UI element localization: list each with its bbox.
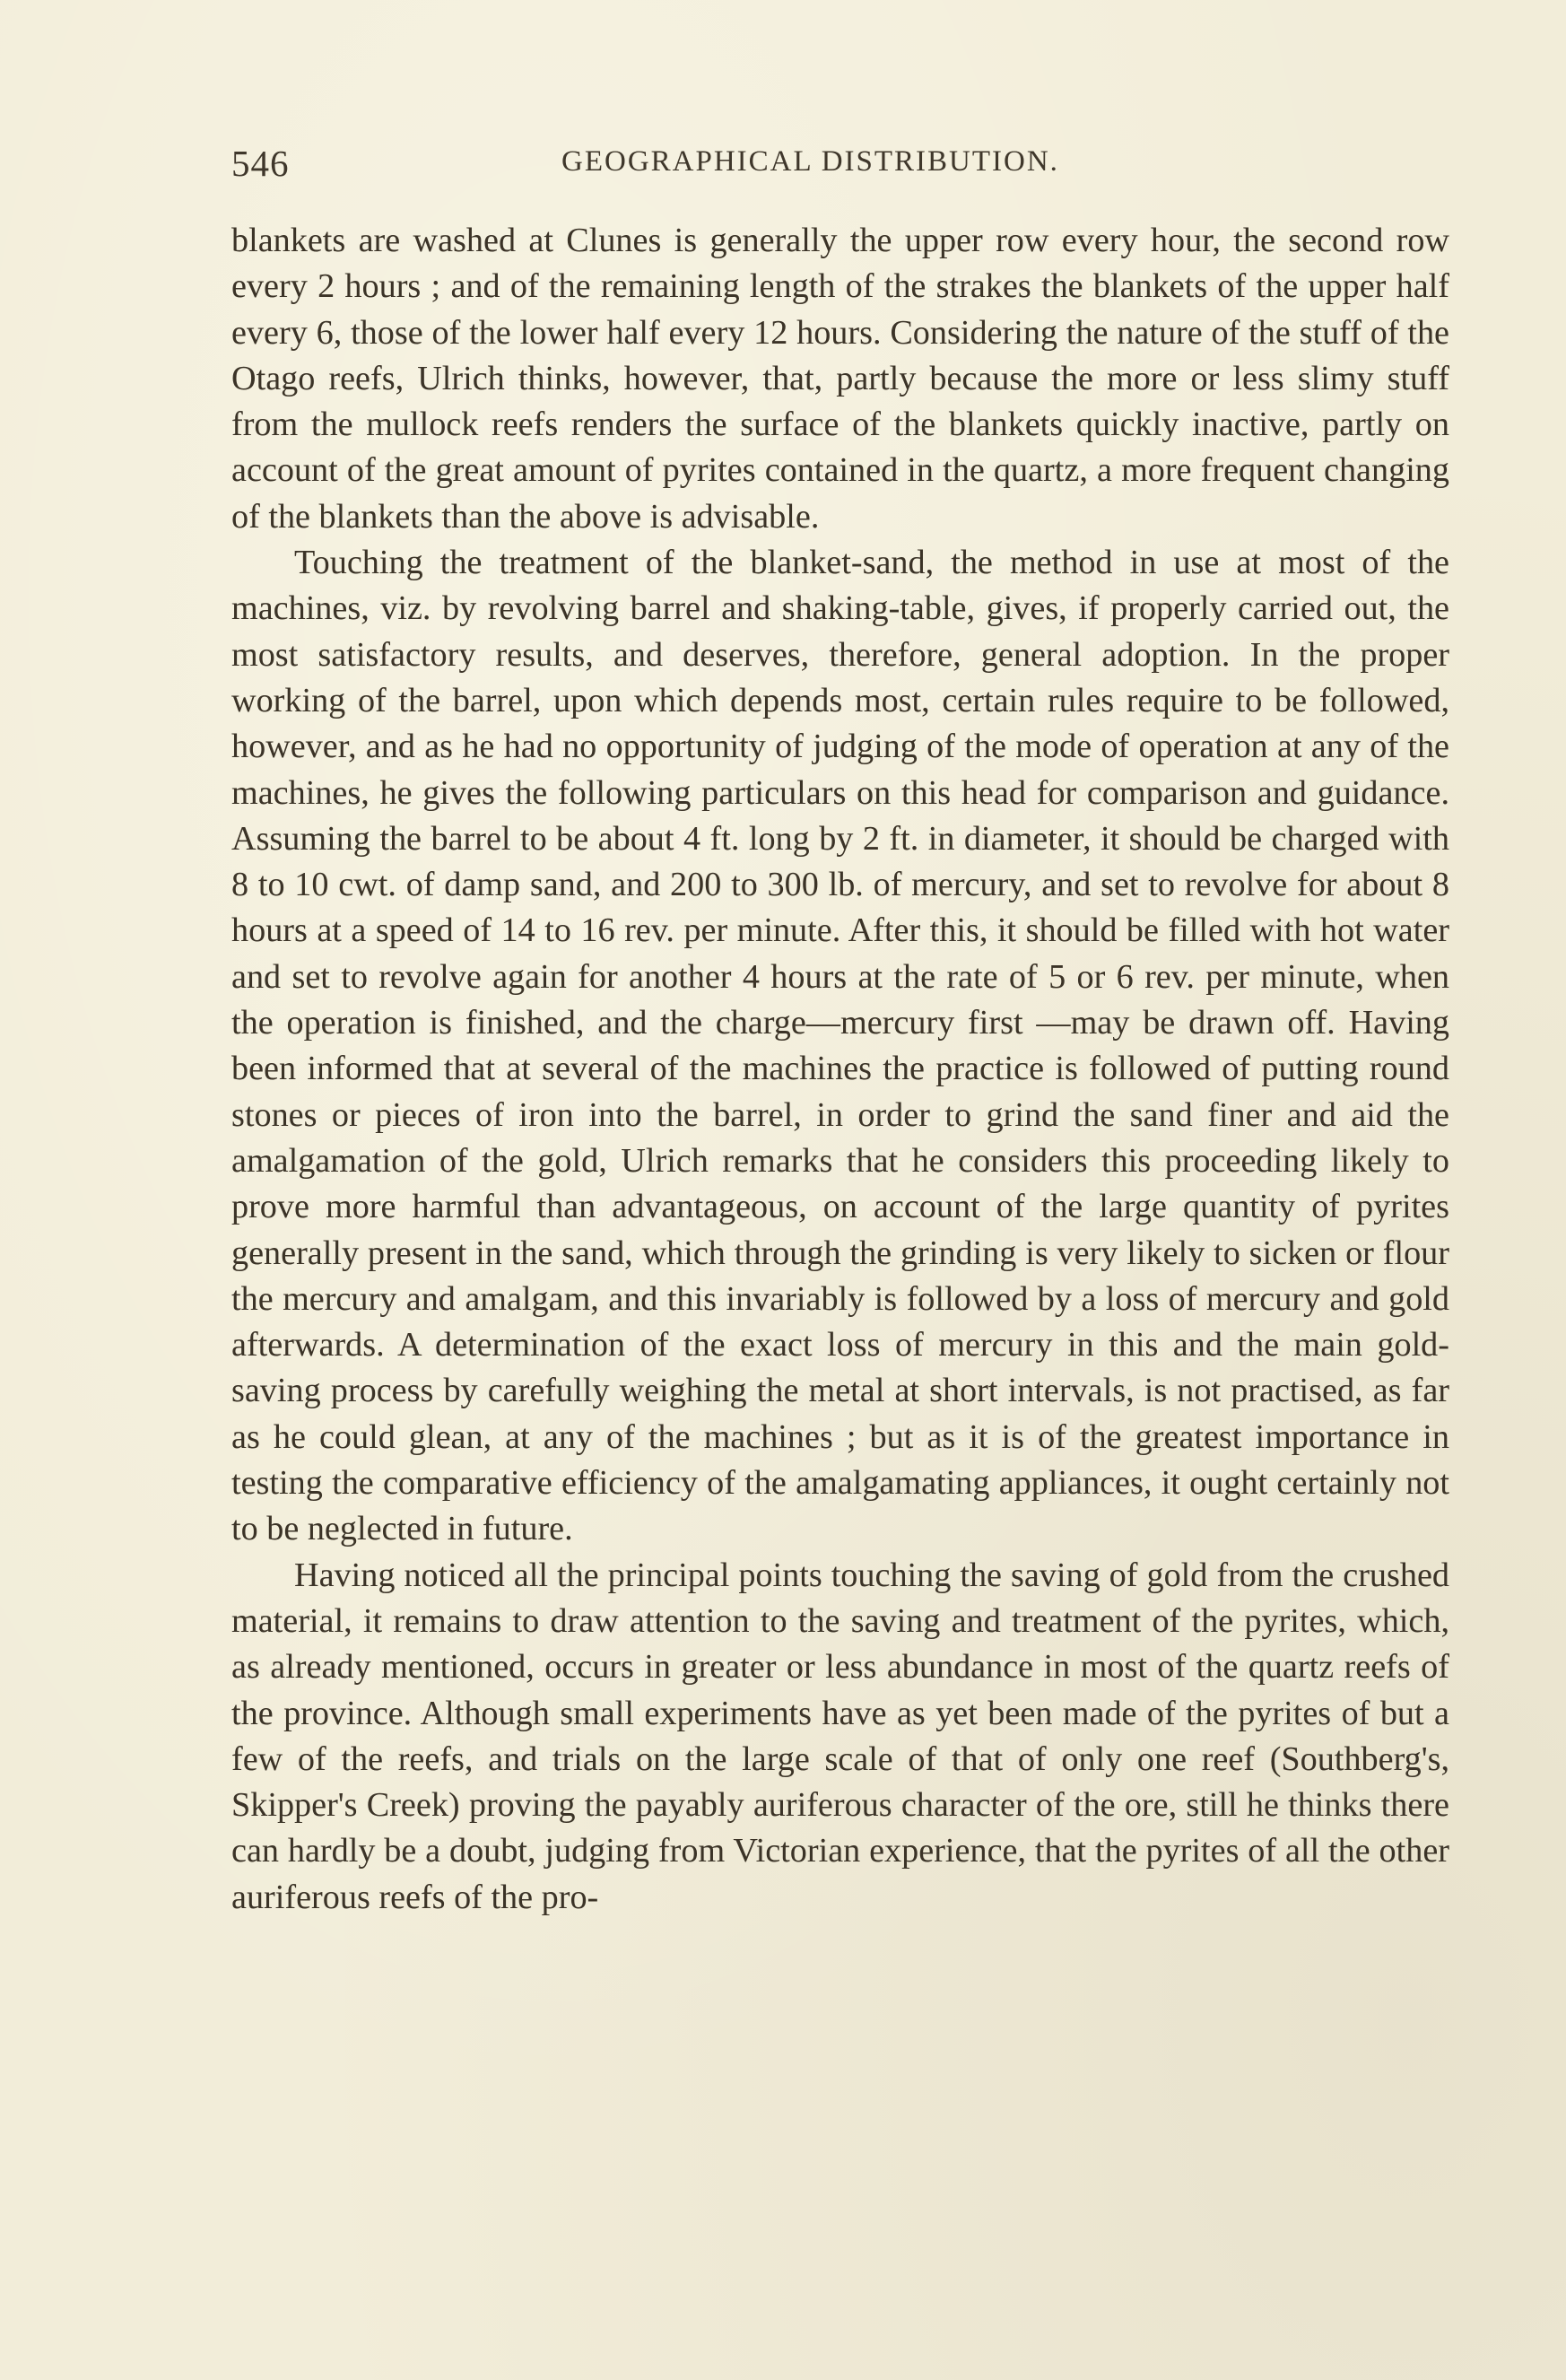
paragraph-blanket-sand: Touching the treatment of the blanket-sand, the method in use at most of the machines, viz. by revolving barrel and shaking-table, gives, if properly carried out, the most satisfactory results, and deserves, therefore, general adoption. In the proper working of the barrel, upon which depends most, certain rules require to be followed, however, and as he had no opportunity of judging of the mode of operation at any of the machines, he gives the following particulars on this head for comparison and guidance. Assuming the barrel to be about 4 ft. long by 2 ft. in diameter, it should be charged with 8 to 10 cwt. of damp sand, and 200 to 300 lb. of mercury, and set to revolve for about 8 hours at a speed of 14 to 16 rev. per minute. After this, it should be filled with hot water and set to revolve again for another 4 hours at the rate of 5 or 6 rev. per minute, when the operation is finished, and the charge—mercury first —may be drawn off. Having been informed that at several of the machines the practice is followed of putting round stones or pieces of iron into the barrel, in order to grind the sand finer and aid the amalgamation of the gold, Ulrich remarks that he considers this proceeding likely to prove more harmful than advantageous, on account of the large quantity of pyrites generally present in the sand, which through the grinding is very likely to sicken or flour the mercury and amalgam, and this invariably is followed by a loss of mercury and gold afterwards. A determination of the exact loss of mercury in this and the main gold-saving process by carefully weighing the metal at short intervals, is not practised, as far as he could glean, at any of the machines ; but as it is of the greatest importance in testing the comparative efficiency of the amalgamating appliances, it ought certainly not to be neglected in future. [231, 544, 1449, 1548]
body-text [231, 218, 1449, 1921]
running-head: GEOGRAPHICAL DISTRIBUTION. [561, 145, 1059, 178]
page-number: 546 [231, 143, 290, 184]
paragraph-continued: blankets are washed at Clunes is generally the upper row every hour, the second row every 2 hours ; and of the remaining length of the strakes the blankets of the upper half every 6, those of the lower half every 12 hours. Considering the nature of the stuff of the Otago reefs, Ulrich thinks, however, that, partly because the more or less slimy stuff from the mullock reefs renders the surface of the blankets quickly inactive, partly on account of the great amount of pyrites contained in the quartz, a more frequent changing of the blankets than the above is advisable. [231, 222, 1449, 536]
paragraph-pyrites: Having noticed all the principal points touching the saving of gold from the crushed material, it remains to draw attention to the saving and treatment of the pyrites, which, as already mentioned, occurs in greater or less abundance in most of the quartz reefs of the province. Although small experiments have as yet been made of the pyrites of but a few of the reefs, and trials on the large scale of that of only one reef (Southberg's, Skipper's Creek) proving the payably auriferous character of the ore, still he thinks there can hardly be a doubt, judging from Victorian experience, that the pyrites of all the other auriferous reefs of the pro- [231, 1556, 1449, 1916]
page-header [231, 142, 1466, 194]
